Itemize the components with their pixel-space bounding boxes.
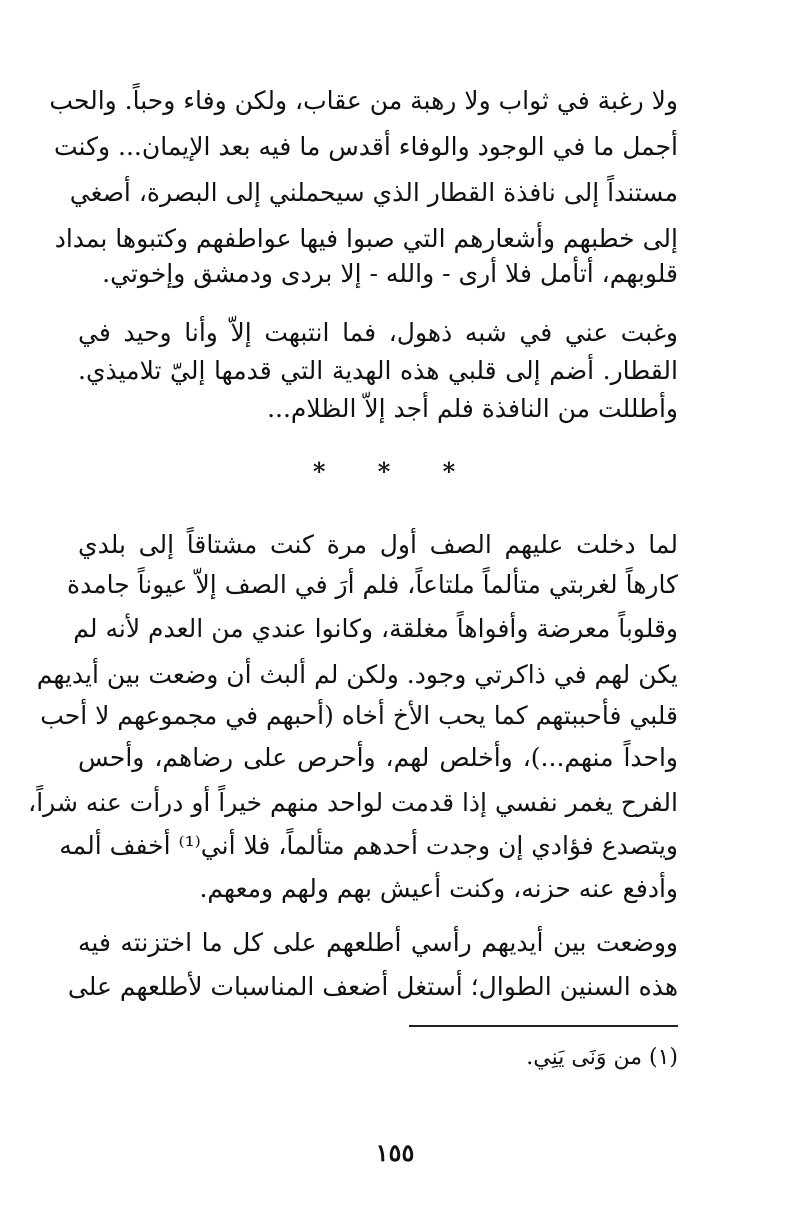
text-line: يكن لهم في ذاكرتي وجود. ولكن لم ألبث أن وضعت بين أيديهم [36, 660, 678, 689]
text-line: وأدفع عنه حزنه، وكنت أعيش بهم ولهم ومعهم. [199, 874, 678, 903]
text-line: مستنداً إلى نافذة القطار الذي سيحملني إلى البصرة، أصغي [69, 178, 678, 207]
text-line: وغبت عني في شبه ذهول، فما انتبهت إلاّ وأنا وحيد في [78, 318, 678, 347]
text-line: إلى خطبهم وأشعارهم التي صبوا فيها عواطفهم وكتبوها بمداد [54, 224, 678, 253]
text-line: ووضعت بين أيديهم رأسي أطلعهم على كل ما اختزنته فيه [78, 928, 678, 957]
footnote: (١) من وَنَى يَنِي. [526, 1045, 678, 1070]
page-number: ١٥٥ [375, 1138, 415, 1167]
text-line: كارهاً لغربتي متألماً ملتاعاً، فلم أرَ في الصف إلاّ عيوناً جامدة [67, 570, 678, 599]
text-line: الفرح يغمر نفسي إذا قدمت لواحد منهم خيراً أو درأت عنه شراً، [28, 788, 678, 817]
text-line: قلبي فأحببتهم كما يحب الأخ أخاه (أحبهم في مجموعهم لا أحب [40, 701, 678, 730]
text-line: واحداً منهم...)، وأخلص لهم، وأحرص على رضاهم، وأحس [78, 743, 678, 772]
section-separator: * * * [312, 457, 478, 486]
text-line: ويتصدع فؤادي إن وجدت أحدهم متألماً، فلا أني⁽¹⁾ أخفف ألمه [59, 831, 678, 860]
text-line: وأطللت من النافذة فلم أجد إلاّ الظلام... [267, 394, 678, 423]
text-line: هذه السنين الطوال؛ أستغل أضعف المناسبات لأطلعهم على [67, 972, 678, 1001]
text-line: القطار. أضم إلى قلبي هذه الهدية التي قدمها إليّ تلاميذي. [78, 356, 678, 385]
text-line: وقلوباً معرضة وأفواهاً مغلقة، وكانوا عندي من العدم لأنه لم [73, 614, 678, 643]
text-line: أجمل ما في الوجود والوفاء أقدس ما فيه بعد الإيمان... وكنت [54, 132, 678, 161]
footnote-divider [409, 1025, 678, 1027]
text-line: قلوبهم، أتأمل فلا أرى - والله - إلا بردى ودمشق وإخوتي. [102, 259, 678, 288]
text-line: ولا رغبة في ثواب ولا رهبة من عقاب، ولكن وفاء وحباً. والحب [49, 86, 678, 115]
text-line: لما دخلت عليهم الصف أول مرة كنت مشتاقاً إلى بلدي [78, 530, 678, 559]
